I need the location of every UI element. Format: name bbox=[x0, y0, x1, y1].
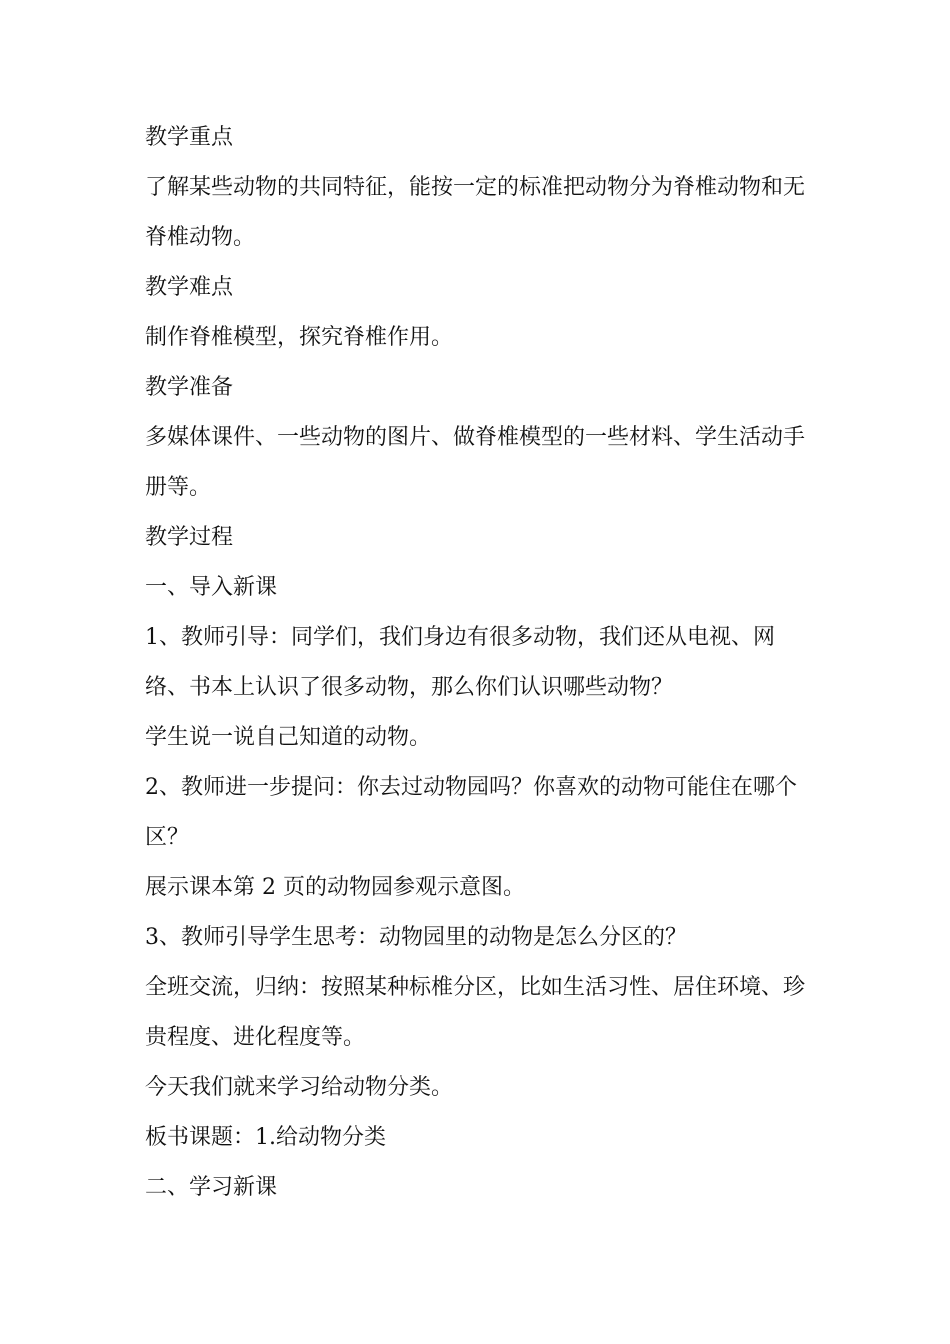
section-heading-difficulties: 教学难点 bbox=[145, 275, 234, 300]
paragraph-class-discussion: 全班交流，归纳：按照某种标椎分区，比如生活习性、居住环境、珍贵程度、进化程度等。 bbox=[145, 975, 806, 1050]
paragraph-show-map: 展示课本第 2 页的动物园参观示意图。 bbox=[145, 875, 525, 900]
paragraph-step-1: 1、教师引导：同学们，我们身边有很多动物，我们还从电视、网络、书本上认识了很多动物，那么你们认识哪些动物？ bbox=[145, 625, 775, 700]
paragraph-key-points: 了解某些动物的共同特征，能按一定的标准把动物分为脊椎动物和无脊椎动物。 bbox=[145, 175, 806, 250]
paragraph-difficulties: 制作脊椎模型，探究脊椎作用。 bbox=[145, 325, 454, 350]
section-heading-key-points: 教学重点 bbox=[145, 125, 234, 150]
paragraph-today-topic: 今天我们就来学习给动物分类。 bbox=[145, 1075, 454, 1100]
paragraph-step-2: 2、教师进一步提问：你去过动物园吗？你喜欢的动物可能住在哪个区？ bbox=[145, 775, 797, 850]
paragraph-preparation: 多媒体课件、一些动物的图片、做脊椎模型的一些材料、学生活动手册等。 bbox=[145, 425, 806, 500]
paragraph-step-3: 3、教师引导学生思考：动物园里的动物是怎么分区的？ bbox=[145, 925, 687, 950]
paragraph-board-title: 板书课题：1.给动物分类 bbox=[145, 1125, 386, 1150]
subheading-introduction: 一、导入新课 bbox=[145, 575, 278, 600]
document-body bbox=[145, 113, 813, 1213]
section-heading-preparation: 教学准备 bbox=[145, 375, 234, 400]
paragraph-student-activity: 学生说一说自己知道的动物。 bbox=[145, 725, 432, 750]
subheading-new-lesson: 二、学习新课 bbox=[145, 1175, 278, 1200]
section-heading-process: 教学过程 bbox=[145, 525, 234, 550]
